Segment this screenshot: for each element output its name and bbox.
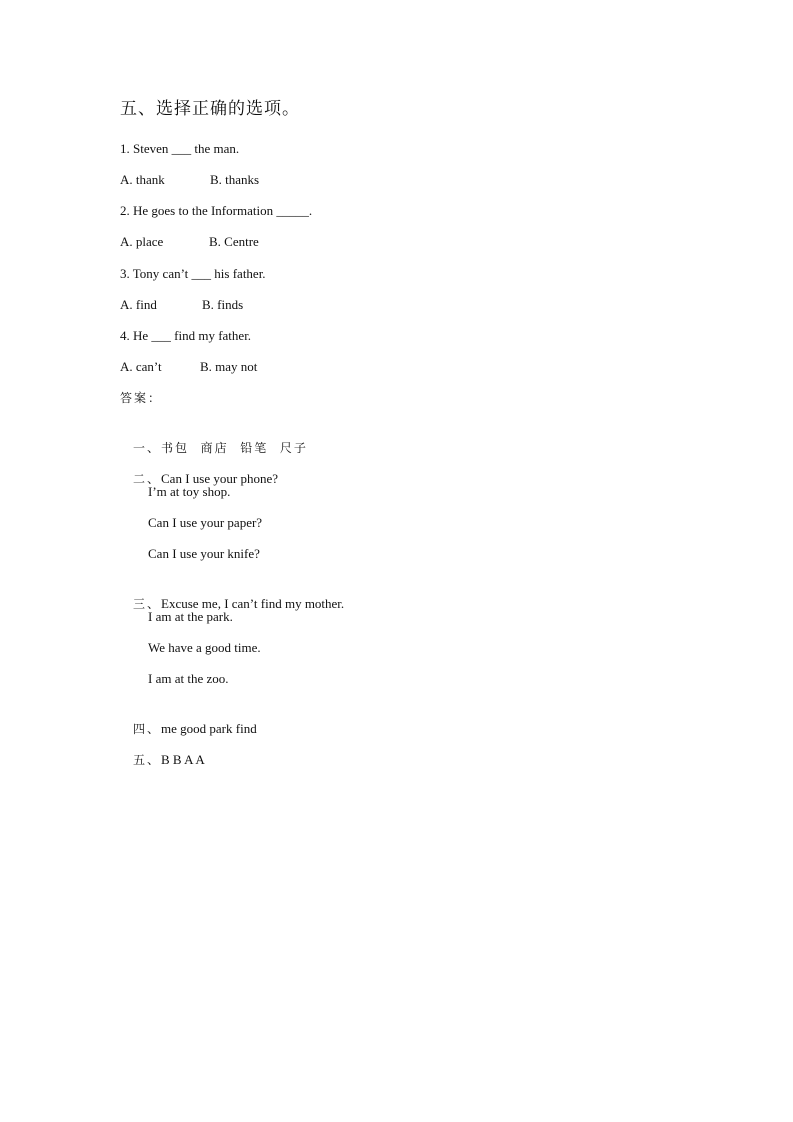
answer-part-2-line-4: Can I use your knife?	[148, 546, 260, 561]
question-2-text: 2. He goes to the Information _____.	[120, 203, 313, 218]
question-4-option-b: B. may not	[200, 359, 258, 374]
answers-label: 答案：	[120, 391, 163, 405]
answer-part-3-line-3: We have a good time.	[148, 640, 261, 655]
question-3-option-b: B. finds	[202, 297, 244, 312]
section-title: 五、选择正确的选项。	[120, 99, 300, 119]
answer-part-1-text: 书包 商店 铅笔 尺子	[161, 441, 308, 455]
answer-part-3-prefix: 三、	[133, 597, 162, 611]
answer-part-4-prefix: 四、	[133, 722, 162, 736]
question-1-option-b: B. thanks	[210, 172, 260, 187]
question-3-option-a: A. find	[120, 297, 157, 312]
answer-part-2-text-1: Can I use your phone?	[161, 471, 278, 486]
answer-part-2-line-2: I’m at toy shop.	[148, 484, 231, 499]
answer-part-3-line-4: I am at the zoo.	[148, 671, 229, 686]
question-1-option-a: A. thank	[120, 172, 165, 187]
answer-part-4-text: me good park find	[161, 721, 257, 736]
question-1-text: 1. Steven ___ the man.	[120, 141, 240, 156]
question-2-option-b: B. Centre	[209, 234, 259, 249]
question-2-option-a: A. place	[120, 234, 164, 249]
answer-part-2-line-3: Can I use your paper?	[148, 515, 263, 530]
question-3-text: 3. Tony can’t ___ his father.	[120, 266, 266, 281]
question-4-option-a: A. can’t	[120, 359, 162, 374]
answer-part-5-text: B B A A	[161, 752, 205, 767]
answer-part-2-prefix: 二、	[133, 472, 162, 486]
answer-part-3-line-2: I am at the park.	[148, 609, 233, 624]
answer-part-5-prefix: 五、	[133, 753, 162, 767]
question-4-text: 4. He ___ find my father.	[120, 328, 252, 343]
answer-part-3-text-1: Excuse me, I can’t find my mother.	[161, 596, 345, 611]
answer-part-5	[120, 733, 205, 787]
answer-part-1-prefix: 一、	[133, 441, 162, 455]
